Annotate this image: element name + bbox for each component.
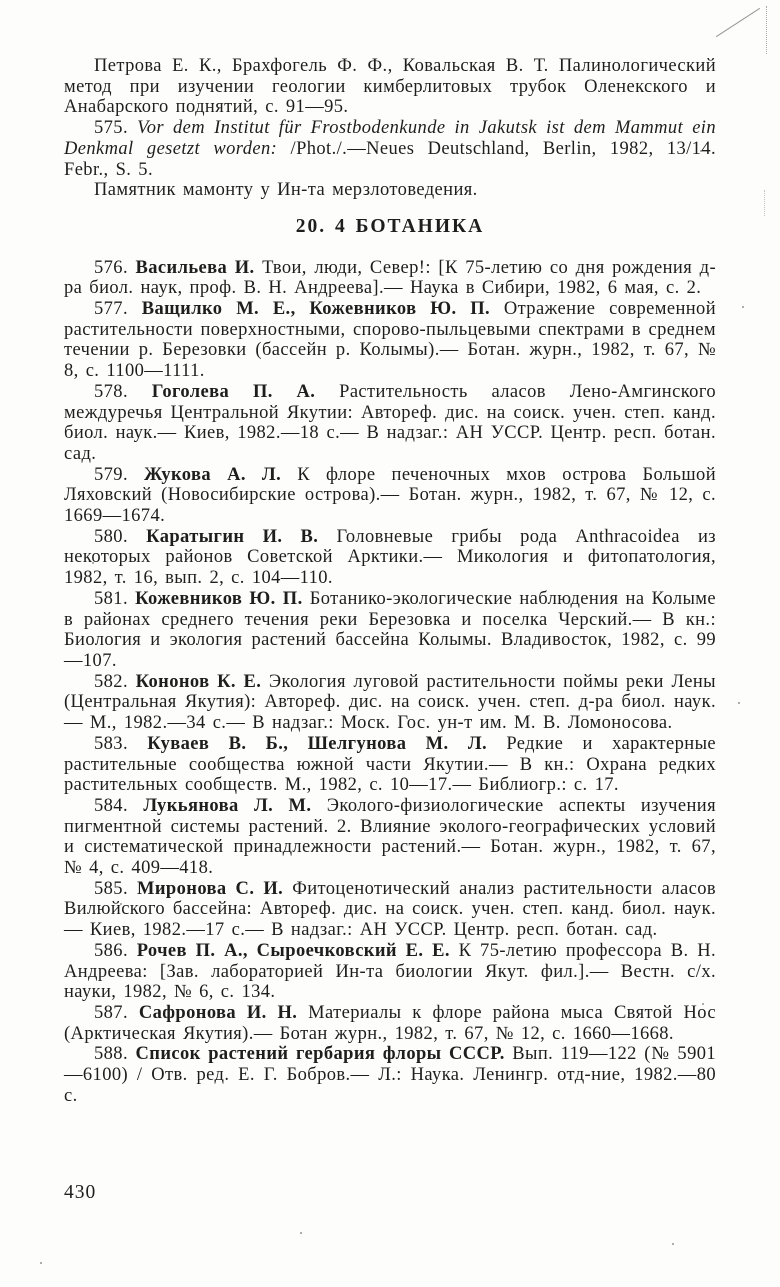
entry-text: Ботанико-экологические наблюдения на Колыме в районах среднего течения реки Березовка и поселка Черский.— В кн.: Биология и экология растений бассейна Колымы. Владивосток, 1982, с. 99—107. bbox=[64, 588, 716, 671]
bib-entry-577 bbox=[64, 299, 716, 382]
entry-number: 584. bbox=[94, 795, 128, 816]
bib-entry-584 bbox=[64, 796, 716, 879]
entry-number: 575. bbox=[94, 118, 128, 139]
entry-title-german: Vor dem Institut für Frostbodenkunde in Jakutsk ist dem Mammut ein Denkmal gesetzt worden: bbox=[64, 118, 716, 159]
section-header: 20. 4 БОТАНИКА bbox=[295, 215, 485, 237]
entry-number: 581. bbox=[94, 588, 128, 609]
entry-number: 578. bbox=[94, 381, 128, 402]
bib-entry-578 bbox=[64, 382, 716, 465]
entry-authors: Сафронова И. Н. bbox=[138, 1002, 298, 1023]
entry-text: Редкие и характерные растительные сообщества южной части Якутии.— В кн.: Охрана редких растительных сообществ. М., 1982, с. 10—17.— Библиогр.: с. 17. bbox=[64, 733, 717, 796]
entry-text: Памятник мамонту у Ин-та мерзлотоведения. bbox=[94, 180, 478, 201]
entry-text: Петрова Е. К., Брахфогель Ф. Ф., Ковальская В. Т. Палинологический метод при изучении геологии кимберлитовых трубок Оленекского и Анабарского поднятий, с. 91—95. bbox=[64, 56, 716, 118]
entry-authors: Рочев П. А., Сыроечковский Е. Е. bbox=[136, 940, 450, 961]
scan-speckle bbox=[300, 1232, 302, 1234]
entry-text: К флоре печеночных мхов острова Большой Ляховский (Новосибирские острова).— Ботан. журн., 1982, т. 67, № 12, с. 1669—1674. bbox=[64, 464, 716, 527]
bib-entry-587 bbox=[64, 1003, 716, 1044]
bib-entry-579 bbox=[64, 465, 716, 527]
entry-text: Материалы к флоре района мыса Святой Нос (Арктическая Якутия).— Ботан журн., 1982, т. 67, № 12, с. 1660—1668. bbox=[64, 1002, 716, 1044]
bib-entry-580 bbox=[64, 527, 716, 589]
entry-text: Вып. 119—122 (№ 5901—6100) / Отв. ред. Е. Г. Бобров.— Л.: Наука. Ленингр. отд-ние, 1982.—80 с. bbox=[64, 1044, 717, 1106]
entry-number: 577. bbox=[94, 299, 128, 320]
entry-number: 588. bbox=[94, 1044, 128, 1065]
entry-number: 576. bbox=[94, 257, 128, 278]
page-number: 430 bbox=[64, 1182, 97, 1203]
entry-authors: Ващилко М. Е., Кожевников Ю. П. bbox=[141, 299, 491, 320]
bib-entry-582 bbox=[64, 672, 716, 734]
note-paragraph bbox=[64, 180, 716, 201]
entry-authors: Васильева И. bbox=[135, 257, 255, 278]
entry-number: 585. bbox=[94, 878, 128, 899]
bib-entry-588 bbox=[64, 1044, 716, 1106]
bib-entry-586 bbox=[64, 941, 716, 1003]
entry-title-bold: Список растений гербария флоры СССР. bbox=[135, 1044, 505, 1065]
entry-authors: Кононов К. Е. bbox=[135, 671, 262, 692]
entry-number: 579. bbox=[94, 464, 128, 485]
entry-number: 580. bbox=[94, 526, 128, 547]
entry-text: Фитоценотический анализ растительности аласов Вилюйского бассейна: Автореф. дис. на соиск. учен. степ. канд. биол. наук.— Киев, 1982.—17 с.— В надзаг.: АН УССР. Центр. респ. ботан. сад. bbox=[64, 878, 716, 941]
entry-number: 587. bbox=[94, 1002, 128, 1023]
pen-mark-dots bbox=[764, 190, 765, 216]
entry-authors: Кожевников Ю. П. bbox=[135, 588, 303, 609]
entry-number: 583. bbox=[94, 733, 128, 754]
entry-text: К 75-летию профессора В. Н. Андреева: [Зав. лабораторией Ин-та биологии Якут. фил.].— Вестн. с/х. науки, 1982, № 6, с. 134. bbox=[64, 940, 716, 1003]
text-column bbox=[64, 56, 716, 1106]
scan-speckle bbox=[738, 702, 740, 704]
bib-entry-575 bbox=[64, 118, 716, 180]
entry-text: Растительность аласов Лено-Амгинского междуречья Центральной Якутии: Автореф. дис. на соиск. учен. степ. канд. биол. наук.— Киев, 1982.—18 с.— В надзаг.: АН УССР. Центр. респ. ботан. сад. bbox=[64, 381, 716, 464]
entry-text: Отражение современной растительности поверхностными, спорово-пыльцевыми спектрами в среднем течении р. Березовки (бассейн р. Колымы).— Ботан. журн., 1982, т. 67, № 8, с. 1100—1111. bbox=[64, 299, 716, 382]
entry-authors: Миронова С. И. bbox=[137, 878, 284, 899]
entry-text: Твои, люди, Север!: [К 75-летию со дня рождения д-ра биол. наук, проф. В. Н. Андреева].— Наука в Сибири, 1982, 6 мая, с. 2. bbox=[64, 257, 717, 299]
entry-number: 586. bbox=[94, 940, 128, 961]
entry-number: 582. bbox=[94, 671, 128, 692]
entry-authors: Каратыгин И. В. bbox=[146, 526, 319, 547]
entry-text: Головневые грибы рода Anthracoidea из некоторых районов Советской Арктики.— Микология и фитопатология, 1982, т. 16, вып. 2, с. 104—110. bbox=[64, 526, 716, 589]
bib-entry-585 bbox=[64, 879, 716, 941]
scan-speckle bbox=[672, 1243, 674, 1245]
bib-entry-583 bbox=[64, 734, 716, 796]
bib-entry-581 bbox=[64, 589, 716, 672]
entry-authors: Лукьянова Л. М. bbox=[143, 795, 312, 816]
bib-entry-576 bbox=[64, 258, 716, 299]
scan-speckle bbox=[742, 306, 744, 308]
scan-speckle bbox=[40, 1262, 42, 1264]
entry-text: Экология луговой растительности поймы реки Лены (Центральная Якутия): Автореф. дис. на соиск. учен. степ. д-ра биол. наук.— М., 1982.—34 с.— В надзаг.: Моск. Гос. ун-т им. М. В. Ломоносова. bbox=[64, 671, 717, 734]
entry-authors: Куваев В. Б., Шелгунова М. Л. bbox=[147, 733, 488, 754]
entry-authors: Жукова А. Л. bbox=[144, 464, 282, 485]
entry-text: /Phot./.—Neues Deutschland, Berlin, 1982, 13/14. Febr., S. 5. bbox=[64, 138, 717, 180]
entry-text: Эколого-физиологические аспекты изучения пигментной системы растений. 2. Влияние эколого-географических условий и систематической принадлежности растений.— Ботан. журн., 1982, т. 67, № 4, с. 409—418. bbox=[64, 795, 716, 879]
entry-authors: Гоголева П. А. bbox=[151, 381, 316, 402]
pen-mark bbox=[716, 8, 760, 37]
continuation-paragraph bbox=[64, 56, 716, 118]
pen-mark-dots bbox=[766, 6, 767, 54]
